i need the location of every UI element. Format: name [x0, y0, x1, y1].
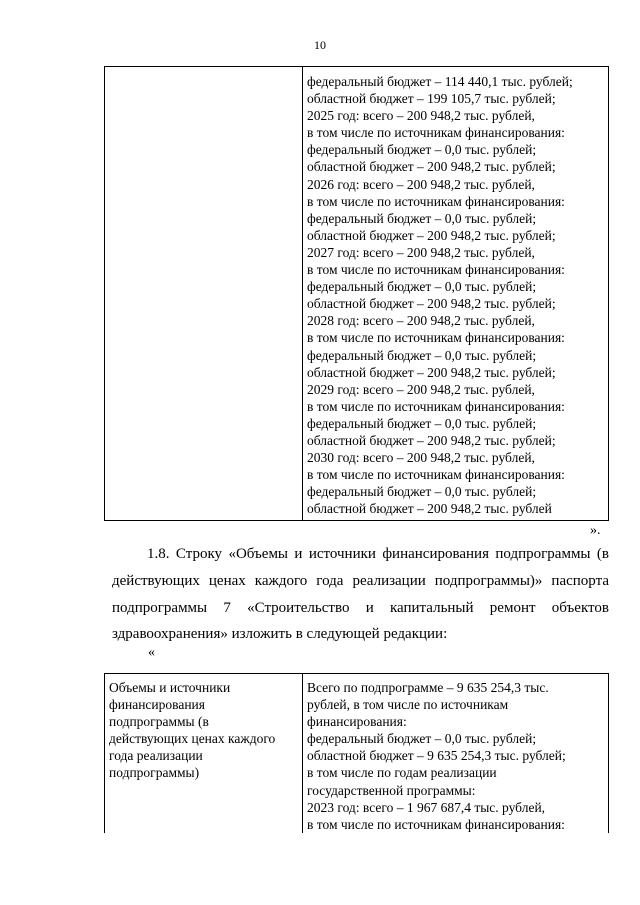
- text-line: подпрограммы (в: [109, 714, 209, 730]
- text-line: областной бюджет – 200 948,2 тыс. рублей: [307, 501, 552, 517]
- text-line: года реализации: [109, 748, 203, 764]
- text-line: 2029 год: всего – 200 948,2 тыс. рублей,: [307, 381, 535, 397]
- text-line: 2023 год: всего – 1 967 687,4 тыс. рублей,: [307, 799, 546, 815]
- text-line: в том числе по источникам финансирования:: [307, 193, 565, 209]
- text-line: областной бюджет – 200 948,2 тыс. рублей;: [307, 296, 556, 312]
- funding-lines: [307, 73, 604, 517]
- text-line: 2026 год: всего – 200 948,2 тыс. рублей,: [307, 176, 535, 192]
- heading-lines: [109, 679, 298, 782]
- funding-table-continued: [104, 66, 609, 521]
- text-line: 2027 год: всего – 200 948,2 тыс. рублей,: [307, 244, 535, 260]
- funding-table-new: [104, 673, 609, 833]
- text-line: рублей, в том числе по источникам: [307, 697, 509, 713]
- opening-quote: «: [148, 645, 155, 660]
- text-line: федеральный бюджет – 0,0 тыс. рублей;: [307, 142, 537, 158]
- text-line: в том числе по источникам финансирования:: [307, 467, 565, 483]
- text-line: федеральный бюджет – 114 440,1 тыс. рублей;: [307, 74, 573, 89]
- paragraph-line-1: 1.8. Строку «Объемы и источники финансирования подпрограммы (в: [147, 546, 609, 562]
- text-line: федеральный бюджет – 0,0 тыс. рублей;: [307, 731, 537, 747]
- text-line: федеральный бюджет – 0,0 тыс. рублей;: [307, 347, 537, 363]
- text-line: областной бюджет – 199 105,7 тыс. рублей;: [307, 91, 556, 107]
- text-line: областной бюджет – 200 948,2 тыс. рублей;: [307, 432, 556, 448]
- text-line: в том числе по источникам финансирования:: [307, 262, 565, 278]
- text-line: областной бюджет – 200 948,2 тыс. рублей;: [307, 364, 556, 380]
- table-row: [105, 674, 609, 833]
- closing-quote: ».: [590, 523, 601, 538]
- text-line: областной бюджет – 9 635 254,3 тыс. рублей;: [307, 748, 566, 764]
- text-line: Объемы и источники: [109, 680, 231, 695]
- paragraph-line-3: подпрограммы 7 «Строительство и капитальный ремонт объектов: [112, 600, 609, 616]
- text-line: финансирования: [109, 697, 205, 713]
- table-row: [105, 67, 609, 521]
- table-cell-funding: [303, 674, 609, 833]
- text-line: в том числе по источникам финансирования:: [307, 816, 565, 832]
- text-line: в том числе по источникам финансирования:: [307, 125, 565, 141]
- text-line: федеральный бюджет – 0,0 тыс. рублей;: [307, 279, 537, 295]
- page-number: 10: [314, 38, 326, 52]
- text-line: в том числе по источникам финансирования:: [307, 398, 565, 414]
- funding-lines: [307, 679, 604, 833]
- text-line: действующих ценах каждого: [109, 731, 276, 747]
- text-line: Всего по подпрограмме – 9 635 254,3 тыс.: [307, 680, 549, 695]
- text-line: федеральный бюджет – 0,0 тыс. рублей;: [307, 210, 537, 226]
- paragraph-line-4: здравоохранения» изложить в следующей редакции:: [112, 626, 448, 642]
- text-line: областной бюджет – 200 948,2 тыс. рублей;: [307, 159, 556, 175]
- text-line: государственной программы:: [307, 782, 476, 798]
- text-line: областной бюджет – 200 948,2 тыс. рублей;: [307, 227, 556, 243]
- text-line: 2025 год: всего – 200 948,2 тыс. рублей,: [307, 108, 535, 124]
- table-cell-empty: [105, 67, 303, 521]
- text-line: федеральный бюджет – 0,0 тыс. рублей;: [307, 484, 537, 500]
- table-cell-heading: [105, 674, 303, 833]
- text-line: 2030 год: всего – 200 948,2 тыс. рублей,: [307, 450, 535, 466]
- text-line: в том числе по годам реализации: [307, 765, 497, 781]
- table-cell-funding: [303, 67, 609, 521]
- text-line: 2028 год: всего – 200 948,2 тыс. рублей,: [307, 313, 535, 329]
- text-line: федеральный бюджет – 0,0 тыс. рублей;: [307, 415, 537, 431]
- text-line: подпрограммы): [109, 765, 200, 781]
- text-line: в том числе по источникам финансирования:: [307, 330, 565, 346]
- paragraph-line-2: действующих ценах каждого года реализации подпрограммы)» паспорта: [112, 573, 609, 589]
- text-line: финансирования:: [307, 714, 407, 730]
